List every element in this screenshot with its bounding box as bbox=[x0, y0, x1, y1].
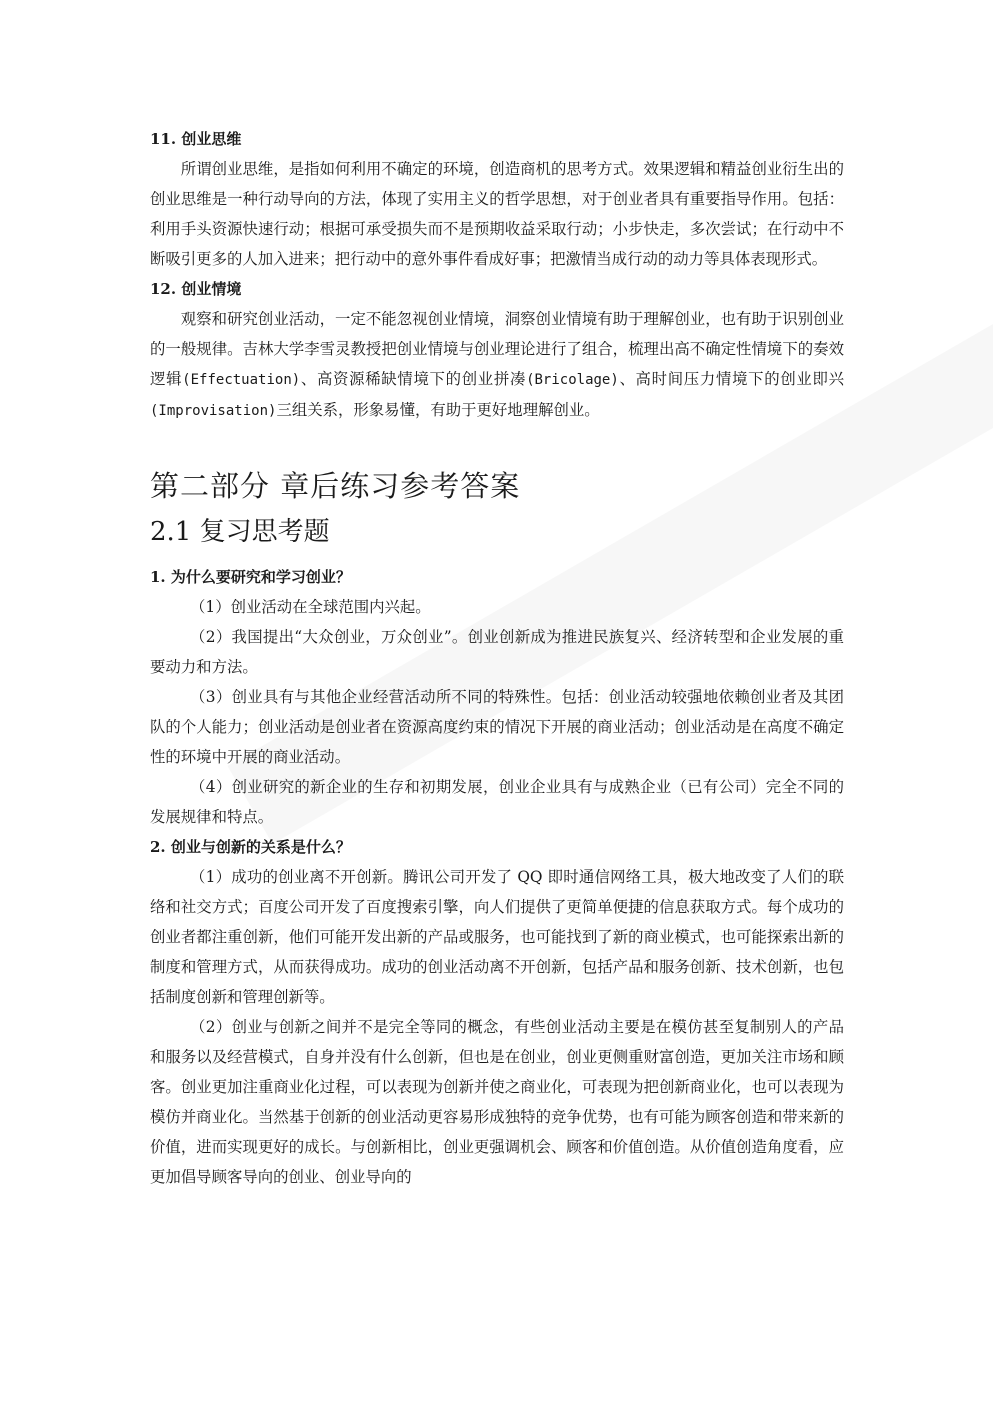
section-11-paragraph: 所谓创业思维，是指如何利用不确定的环境，创造商机的思考方式。效果逻辑和精益创业衍生出的创业思维是一种行动导向的方法，体现了实用主义的哲学思想，对于创业者具有重要指导作用。包括：利用手头资源快速行动；根据可承受损失而不是预期收益采取行动；小步快走，多次尝试；在行动中不断吸引更多的人加入进来；把行动中的意外事件看成好事；把激情当成行动的动力等具体表现形式。 bbox=[150, 160, 844, 268]
answer-item: （1）创业活动在全球范围内兴起。 bbox=[190, 598, 431, 616]
answer-item: （1）成功的创业离不开创新。腾讯公司开发了 QQ 即时通信网络工具，极大地改变了人们的联络和社交方式；百度公司开发了百度搜索引擎，向人们提供了更简单便捷的信息获取方式。每个成功的创业者都注重创新，他们可能开发出新的产品或服务，也可能找到了新的商业模式，也可能探索出新的制度和管理方式，从而获得成功。成功的创业活动离不开创新，包括产品和服务创新、技术创新，也包括制度创新和管理创新等。 bbox=[150, 868, 844, 1006]
paragraph-text: 观察和研究创业活动，一定不能忽视创业情境，洞察创业情境有助于理解创业，也有助于识别创业的一般规律。吉林大学李雪灵教授把创业情境与创业理论进行了组合，梳理出高不确定性情境下的奏效逻辑 bbox=[150, 310, 844, 388]
term-improvisation: (Improvisation) bbox=[150, 403, 277, 419]
document-page bbox=[150, 124, 844, 1192]
answer-item: （4）创业研究的新企业的生存和初期发展，创业企业具有与成熟企业（已有公司）完全不同的发展规律和特点。 bbox=[150, 778, 844, 826]
paragraph-text: 、高时间压力情境下的创业即兴 bbox=[618, 370, 844, 388]
question-2-heading: 2. 创业与创新的关系是什么？ bbox=[150, 838, 351, 856]
answer-item: （3）创业具有与其他企业经营活动所不同的特殊性。包括：创业活动较强地依赖创业者及其团队的个人能力；创业活动是创业者在资源高度约束的情况下开展的商业活动；创业活动是在高度不确定性的环境中开展的商业活动。 bbox=[150, 688, 844, 766]
answer-item: （2）我国提出“大众创业，万众创业”。创业创新成为推进民族复兴、经济转型和企业发展的重要动力和方法。 bbox=[150, 628, 844, 676]
answer-item: （2）创业与创新之间并不是完全等同的概念，有些创业活动主要是在模仿甚至复制别人的产品和服务以及经营模式，自身并没有什么创新，但也是在创业，创业更侧重财富创造，更加关注市场和顾客。创业更加注重商业化过程，可以表现为创新并使之商业化，可表现为把创新商业化，也可以表现为模仿并商业化。当然基于创新的创业活动更容易形成独特的竞争优势，也有可能为顾客创造和带来新的价值，进而实现更好的成长。与创新相比，创业更强调机会、顾客和价值创造。从价值创造角度看，应更加倡导顾客导向的创业、创业导向的 bbox=[150, 1018, 844, 1186]
paragraph-text: 、高资源稀缺情境下的创业拼凑 bbox=[300, 370, 527, 388]
section-11-heading: 11. 创业思维 bbox=[150, 130, 242, 148]
section-title: 2.1 复习思考题 bbox=[150, 517, 330, 547]
paragraph-text: 三组关系，形象易懂，有助于更好地理解创业。 bbox=[276, 401, 600, 419]
term-effectuation: (Effectuation) bbox=[182, 372, 301, 388]
term-bricolage: (Bricolage) bbox=[526, 372, 619, 388]
section-12-paragraph bbox=[150, 304, 844, 426]
section-12-heading: 12. 创业情境 bbox=[150, 280, 242, 298]
question-1-heading: 1. 为什么要研究和学习创业？ bbox=[150, 568, 351, 586]
part-title: 第二部分 章后练习参考答案 bbox=[150, 469, 521, 503]
